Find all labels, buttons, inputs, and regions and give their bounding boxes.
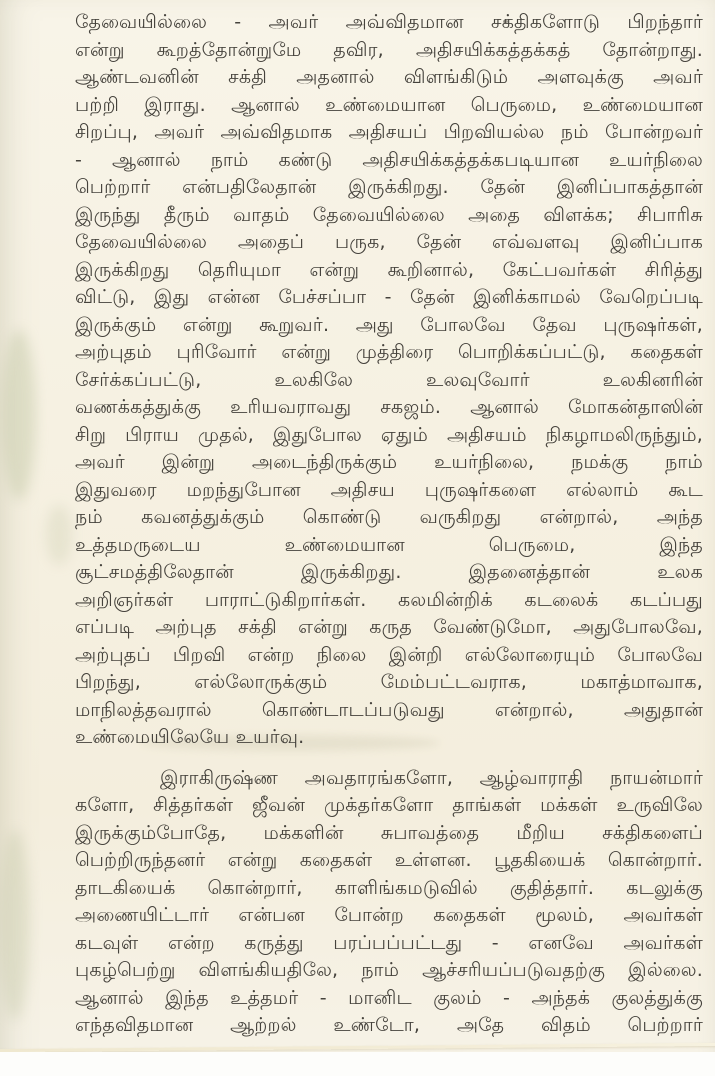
text-line: உத்தமருடைய உண்மையான பெருமை, இந்த — [75, 533, 703, 556]
text-line: - ஆனால் நாம் கண்டு அதிசயிக்கத்தக்கபடியான உயர்நிலை — [75, 148, 703, 171]
text-line: அவர் இன்று அடைந்திருக்கும் உயர்நிலை, நமக்கு நாம் — [75, 451, 703, 473]
text-line: சேர்க்கப்பட்டு, உலகிலே உலவுவோர் உலகினரின் — [75, 368, 703, 391]
scan-stain — [2, 330, 36, 500]
text-line: கடவுள் என்ற கருத்து பரப்பப்பட்டது - எனவே அவர்கள் — [75, 931, 703, 954]
text-line: வணக்கத்துக்கு உரியவராவது சகஜம். ஆனால் மோகன்தாஸின் — [75, 396, 703, 418]
text-line: மாநிலத்தவரால் கொண்டாடப்படுவது என்றால், அதுதான் — [75, 698, 703, 721]
text-line: பிறந்து, எல்லோருக்கும் மேம்பட்டவராக, மகாத்மாவாக, — [75, 671, 703, 693]
text-line: ஆனால் இந்த உத்தமர் - மானிட குலம் - அந்தக் குலத்துக்கு — [75, 986, 703, 1009]
text-line: இருக்கும் என்று கூறுவர். அது போலவே தேவ புருஷர்கள், — [75, 313, 703, 336]
text-line: இருந்து தீரும் வாதம் தேவையில்லை அதை விளக்க; சிபாரிசு — [75, 203, 703, 226]
text-line: விட்டு, இது என்ன பேச்சப்பா - தேன் இனிக்காமல் வேறெப்படி — [75, 286, 703, 308]
text-line: இராகிருஷ்ண அவதாரங்களோ, ஆழ்வாராதி நாயன்மார் — [160, 766, 703, 789]
text-line: சிறப்பு, அவர் அவ்விதமாக அதிசயப் பிறவியல்ல நம் போன்றவர் — [75, 121, 703, 143]
text-line: எப்படி அற்புத சக்தி என்று கருத வேண்டுமோ, அதுபோலவே, — [75, 616, 703, 638]
text-line: பற்றி இராது. ஆனால் உண்மையான பெருமை, உண்மையான — [75, 93, 703, 116]
text-line: சூட்சமத்திலேதான் இருக்கிறது. இதனைத்தான் உலக — [75, 561, 703, 583]
text-line: என்று கூறத்தோன்றுமே தவிர, அதிசயிக்கத்தக்கத் தோன்றாது. — [75, 38, 703, 61]
text-line: பெற்றிருந்தனர் என்று கதைகள் உள்ளன. பூதகியைக் கொன்றார். — [75, 849, 703, 871]
text-line: அறிஞர்கள் பாராட்டுகிறார்கள். கலமின்றிக் கடலைக் கடப்பது — [75, 588, 703, 611]
scan-stain — [0, 830, 30, 1020]
text-line: புகழ்பெற்று விளங்கியதிலே, நாம் ஆச்சரியப்படுவதற்கு இல்லை. — [75, 959, 703, 981]
text-line: இருக்கும்போதே, மக்களின் சுபாவத்தை மீறிய சக்திகளைப் — [75, 821, 703, 844]
page-fold-line — [0, 1043, 715, 1052]
paragraph-1 — [75, 9, 703, 752]
text-line: தாடகியைக் கொன்றார், காளிங்கமடுவில் குதித்தார். கடலுக்கு — [75, 876, 703, 899]
text-line: தேவையில்லை அதைப் பருக, தேன் எவ்வளவு இனிப்பாக — [75, 231, 703, 253]
text-line: தேவையில்லை - அவர் அவ்விதமான சக்திகளோடு பிறந்தார் — [75, 11, 703, 33]
page-bottom-edge — [0, 1052, 715, 1076]
paragraph-2 — [75, 765, 703, 1040]
text-line: சிறு பிராய முதல், இதுபோல ஏதும் அதிசயம் நிகழாமலிருந்தும், — [75, 423, 703, 446]
text-line: அற்புதப் பிறவி என்ற நிலை இன்றி எல்லோரையும் போலவே — [75, 643, 703, 666]
scan-stain — [46, 505, 72, 565]
text-line: ஆண்டவனின் சக்தி அதனால் விளங்கிடும் அளவுக்கு அவர் — [75, 66, 703, 88]
text-line: பெற்றார் என்பதிலேதான் இருக்கிறது. தேன் இனிப்பாகத்தான் — [75, 176, 703, 198]
text-line: இதுவரை மறந்துபோன அதிசய புருஷர்களை எல்லாம் கூட — [75, 478, 703, 501]
text-line: அற்புதம் புரிவோர் என்று முத்திரை பொறிக்கப்பட்டு, கதைகள் — [75, 341, 703, 363]
text-line: இருக்கிறது தெரியுமா என்று கூறினால், கேட்பவர்கள் சிரித்து — [75, 258, 703, 281]
text-line: உண்மையிலேயே உயர்வு. — [75, 726, 305, 748]
text-line: களோ, சித்தர்கள் ஜீவன் முக்தர்களோ தாங்கள் மக்கள் உருவிலே — [75, 794, 703, 816]
text-line: அணையிட்டார் என்பன போன்ற கதைகள் மூலம், அவர்கள் — [75, 904, 703, 926]
text-block — [75, 9, 703, 1040]
text-line: நம் கவனத்துக்கும் கொண்டு வருகிறது என்றால், அந்த — [75, 506, 703, 528]
text-line: எந்தவிதமான ஆற்றல் உண்டோ, அதே விதம் பெற்றார் — [75, 1014, 703, 1036]
